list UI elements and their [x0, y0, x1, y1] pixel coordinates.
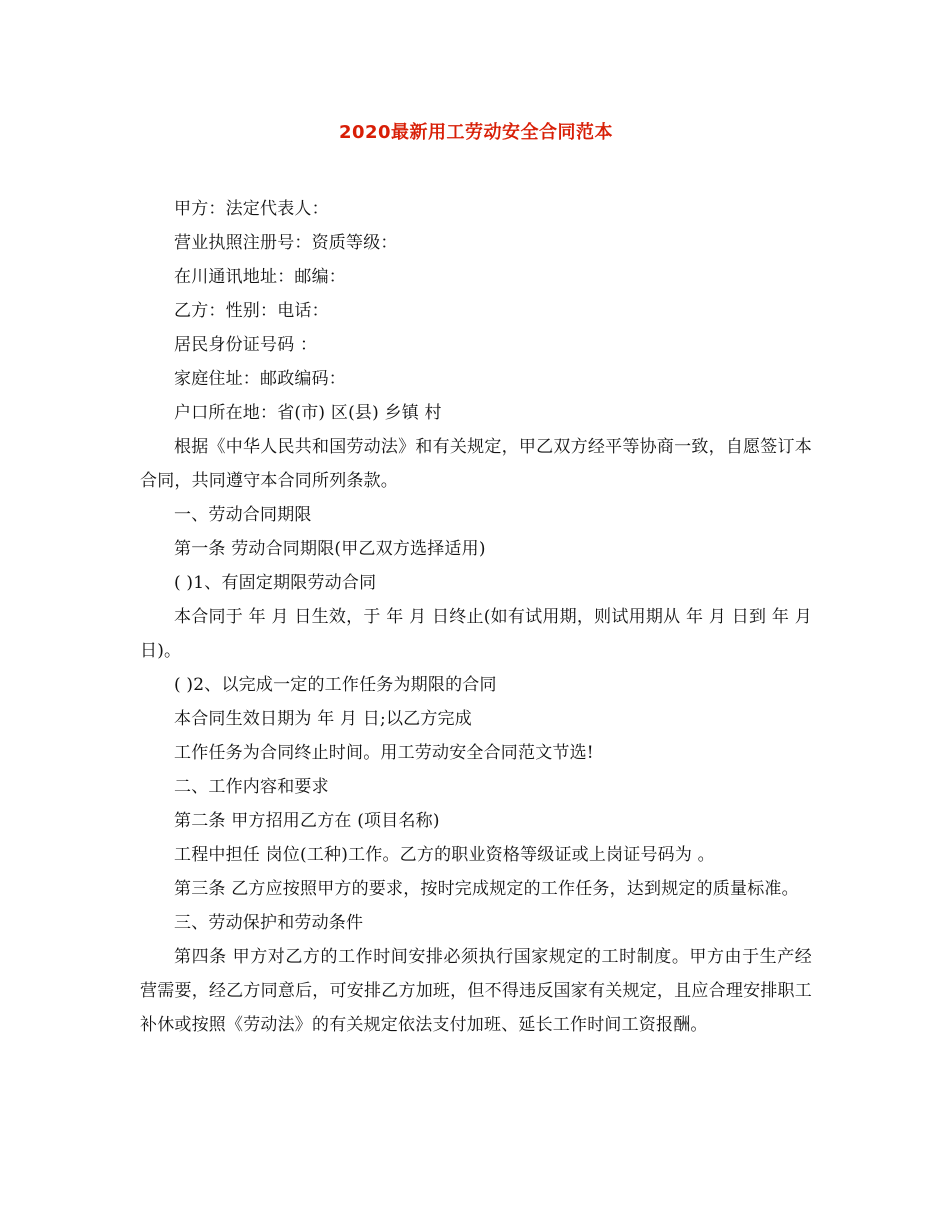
document-page — [140, 118, 812, 1042]
paragraph: 第四条 甲方对乙方的工作时间安排必须执行国家规定的工时制度。甲方由于生产经营需要，经乙方同意后，可安排乙方加班，但不得违反国家有关规定，且应合理安排职工补休或按照《劳动法》的有关规定依法支付加班、延长工作时间工资报酬。 — [140, 947, 812, 1035]
paragraph: 工程中担任 岗位(工种)工作。乙方的职业资格等级证或上岗证号码为 。 — [174, 845, 715, 865]
paragraph: 居民身份证号码 ： — [174, 335, 318, 355]
paragraph: 第一条 劳动合同期限(甲乙双方选择适用) — [174, 539, 486, 559]
paragraph: 户口所在地：省(市) 区(县) 乡镇 村 — [174, 403, 442, 423]
document-title: 2020最新用工劳动安全合同范本 — [338, 122, 614, 143]
paragraph: 根据《中华人民共和国劳动法》和有关规定，甲乙双方经平等协商一致，自愿签订本合同，共同遵守本合同所列条款。 — [140, 437, 812, 491]
paragraph: 工作任务为合同终止时间。用工劳动安全合同范文节选! — [174, 743, 594, 763]
paragraph: ( )2、以完成一定的工作任务为期限的合同 — [174, 675, 497, 695]
document-body — [140, 192, 812, 1042]
paragraph: 乙方：性别：电话： — [174, 301, 329, 321]
paragraph: ( )1、有固定期限劳动合同 — [174, 573, 377, 593]
section-heading: 二、工作内容和要求 — [174, 777, 329, 797]
paragraph: 第三条 乙方应按照甲方的要求，按时完成规定的工作任务，达到规定的质量标准。 — [174, 879, 799, 899]
paragraph: 在川通讯地址：邮编： — [174, 267, 346, 287]
paragraph: 本合同生效日期为 年 月 日;以乙方完成 — [174, 709, 472, 729]
paragraph: 本合同于 年 月 日生效，于 年 月 日终止(如有试用期，则试用期从 年 月 日到 年 月 日)。 — [140, 607, 812, 661]
paragraph: 家庭住址：邮政编码： — [174, 369, 346, 389]
paragraph: 甲方：法定代表人： — [174, 199, 329, 219]
paragraph: 第二条 甲方招用乙方在 (项目名称) — [174, 811, 440, 831]
section-heading: 一、劳动合同期限 — [174, 505, 312, 525]
section-heading: 三、劳动保护和劳动条件 — [174, 913, 364, 933]
paragraph: 营业执照注册号：资质等级： — [174, 233, 398, 253]
